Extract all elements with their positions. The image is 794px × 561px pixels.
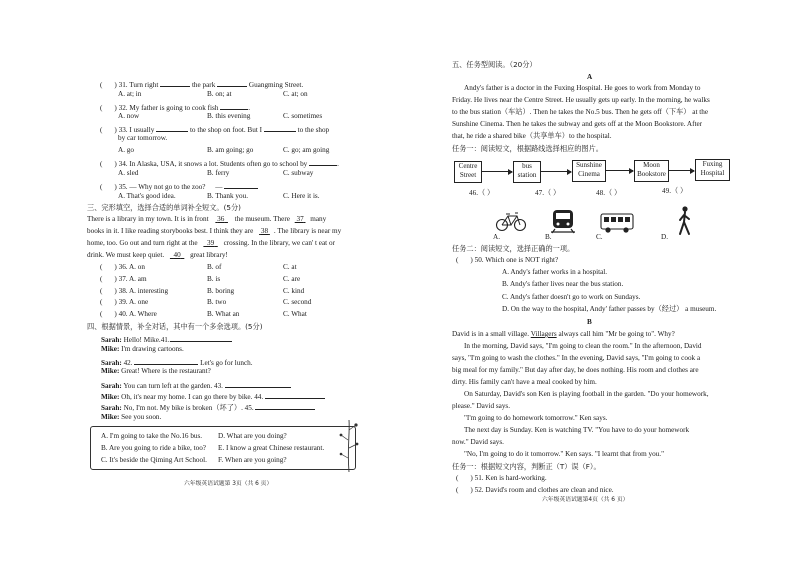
q46: 46.（ ） [469, 189, 495, 197]
route-arrow-icon [605, 170, 633, 171]
q51: ( ) 51. Ken is hard-working. [456, 474, 547, 482]
dialog-line-41: Sarah: Hello! Mike.41. [101, 334, 232, 344]
q52: ( ) 52. David's room and clothes are clean and nice. [456, 486, 614, 494]
passage-a-line: to the bus station（车站）. Then he takes the No.5 bus. Then he gets off（下车） at the [452, 108, 709, 116]
pic-b-label: B. [545, 233, 552, 241]
dialog-option-c: C. It's beside the Qiming Art School. [101, 456, 207, 464]
q37: ( ) 37. A. am [100, 275, 147, 283]
q50: ( ) 50. Which one is NOT right? [456, 256, 559, 264]
right-page [397, 0, 794, 561]
dialog-option-e: E. I know a great Chinese restaurant. [218, 444, 325, 452]
route-box-sunshine-cinema: Sunshine Cinema [572, 160, 606, 182]
q32: ( ) 32. My father is going to cook fish . [100, 104, 251, 112]
q34-option-a: A. sled [118, 169, 139, 177]
walking-person-icon [677, 206, 693, 236]
q39-option-b: B. two [207, 298, 227, 306]
passage-b-line-1: David is in a small village. Villagers always call him "Mr be going to". Why? [452, 330, 675, 338]
dialog-heading: 四、根据情景，补全对话，其中有一个多余选项。(5分) [87, 322, 263, 331]
q47: 47.（ ） [535, 189, 561, 197]
subway-train-icon [549, 208, 577, 234]
passage-b-line: now." David says. [452, 438, 504, 446]
q33-option-a: A. go [118, 146, 134, 154]
passage-b-line: On Saturday, David's son Ken is playing football in the garden. "Do your homework, [464, 390, 709, 398]
route-box-moon-bookstore: Moon Bookstore [634, 160, 669, 182]
dialog-line-43: Sarah: You can turn left at the garden. 43. [101, 380, 291, 390]
q40-option-c: C. What [283, 310, 307, 318]
left-page-footer: 六年级英语试题第 3页（共 6 页） [184, 481, 273, 487]
branch-decoration-icon [336, 418, 362, 474]
passage-b-line: In the morning, David says, "I'm going to clean the room." In the afternoon, David [464, 342, 702, 350]
cloze-line-1: There is a library in my town. It is in front 36 the museum. There 37 many [87, 215, 327, 223]
task-reading-heading: 五、任务型阅读。（20分） [452, 60, 537, 69]
cloze-line-4: drink. We must keep quiet. 40 great library! [87, 251, 228, 259]
q50-option-a: A. Andy's father works in a hospital. [502, 268, 608, 276]
passage-b-line: please." David says. [452, 402, 511, 410]
q39-option-c: C. second [283, 298, 312, 306]
passage-b-line: The next day is Sunday. Ken is watching TV. "You have to do your homework [464, 426, 690, 434]
route-arrow-icon [481, 171, 512, 172]
passage-b-line: "I'm going to do homework tomorrow." Ken says. [464, 414, 608, 422]
q38-option-b: B. boring [207, 287, 235, 295]
passage-a-title: A [587, 73, 593, 81]
passage-b-line: dirty. His family can't have a meal cooked by him. [452, 378, 597, 386]
dialog-line-45: Sarah: No, I'm not. My bike is broken（坏了）. 45. [101, 402, 315, 412]
q48: 48.（ ） [596, 189, 622, 197]
pic-d-label: D. [661, 233, 668, 241]
q32-option-b: B. this evening [207, 112, 251, 120]
task1-instruction: 任务一：阅读短文，根据路线选择相应的图片。 [452, 144, 603, 153]
pic-a-label: A. [493, 233, 500, 241]
dialog-option-f: F. When are you going? [218, 456, 287, 464]
q34-option-b: B. ferry [207, 169, 230, 177]
bike-icon [495, 210, 527, 232]
dialog-line-2: Mike: I'm drawing cartoons. [101, 345, 184, 353]
q50-option-d: D. On the way to the hospital, Andy' father passes by（经过） a museum. [502, 305, 717, 313]
q31-option-b: B. on; at [207, 90, 232, 98]
q31-option-a: A. at; in [118, 90, 142, 98]
dialog-option-a: A. I'm going to take the No.16 bus. [101, 432, 203, 440]
cloze-line-2: books in it. I like reading storybooks best. I think they are 38 . The library is near my [87, 227, 342, 235]
cloze-heading: 三、完形填空，选择合适的单词补全短文。(5分) [87, 203, 241, 212]
q36: ( ) 36. A. on [100, 263, 145, 271]
q32-option-c: C. sometimes [283, 112, 323, 120]
q38-option-c: C. kind [283, 287, 305, 295]
q32-option-a: A. now [118, 112, 140, 120]
passage-a-line: Sunshine Cinema. Then he takes the subway and gets off at the Moon Bookstore. After [452, 120, 703, 128]
q31: ( ) 31. Turn right the park Guangming Street. [100, 81, 304, 89]
q33-continuation: by car tomorrow. [118, 134, 168, 142]
passage-a-line: Friday. He lives near the Centre Street. He usually gets up early. In the morning, he walks [452, 96, 710, 104]
passage-b-line: big meal for my family." But day after day, he does nothing. His room and clothes are [452, 366, 699, 374]
route-box-centre-street: Centre Street [454, 161, 482, 183]
q35: ( ) 35. — Why not go to the zoo? — [100, 181, 258, 191]
q40-option-b: B. What an [207, 310, 240, 318]
dialog-line-8: Mike: See you soon. [101, 413, 162, 421]
dialog-line-44: Mike: Oh, it's near my home. I can go there by bike. 44. [101, 391, 325, 401]
route-arrow-icon [668, 170, 694, 171]
q37-option-c: C. are [283, 275, 301, 283]
q33-option-b: B. am going; go [207, 146, 254, 154]
q33: ( ) 33. I usually to the shop on foot. But I to the shop [100, 126, 330, 134]
dialog-option-b: B. Are you going to ride a bike, too? [101, 444, 206, 452]
passage-a-line: Andy's father is a doctor in the Fuxing Hospital. He goes to work from Monday to [464, 84, 701, 92]
q35-option-a: A. That's good idea. [118, 192, 176, 200]
q31-option-c: C. at; on [283, 90, 308, 98]
bus-icon [600, 212, 634, 234]
q38: ( ) 38. A. interesting [100, 287, 169, 295]
right-page-footer: 六年级英语试题第4页（共 6 页） [542, 497, 629, 503]
cloze-line-3: home, too. Go out and turn right at the 39 crossing. In the library, we can' t eat or [87, 239, 335, 247]
dialog-line-42: Sarah: 42. Let's go for lunch. [101, 359, 253, 367]
q40: ( ) 40. A. Where [100, 310, 157, 318]
q39: ( ) 39. A. one [100, 298, 149, 306]
task2-instruction: 任务二：阅读短文，选择正确的一项。 [452, 244, 575, 253]
q50-option-c: C. Andy's father doesn't go to work on Sundays. [502, 293, 641, 301]
dialog-line-4: Mike: Great! Where is the restaurant? [101, 367, 211, 375]
route-arrow-icon [540, 171, 571, 172]
q36-option-c: C. at [283, 263, 297, 271]
passage-b-line: "No, I'm going to do it tomorrow." Ken says. "I learnt that from you." [464, 450, 665, 458]
passage-a-line: that, he ride a shared bike（共享单车）to the hospital. [452, 132, 612, 140]
q36-option-b: B. of [207, 263, 222, 271]
route-box-fuxing-hospital: Fuxing Hospital [695, 159, 730, 181]
q49: 49.（ ） [662, 187, 688, 195]
q34: ( ) 34. In Alaska, USA, it snows a lot. Students often go to school by . [100, 160, 339, 168]
passage-b-line: says, "I'm going to wash the clothes." In the evening, David says, "I'm going to cook a [452, 354, 701, 362]
q37-option-b: B. is [207, 275, 221, 283]
route-box-bus-station: bus station [513, 161, 541, 183]
task1b-instruction: 任务一：根据短文内容，判断正（T）误（F）。 [452, 462, 601, 471]
q35-option-b: B. Thank you. [207, 192, 248, 200]
q34-option-c: C. subway [283, 169, 314, 177]
dialog-option-d: D. What are you doing? [218, 432, 287, 440]
pic-c-label: C. [596, 233, 603, 241]
q35-option-c: C. Here it is. [283, 192, 320, 200]
q33-option-c: C. go; am going [283, 146, 330, 154]
passage-b-title: B [587, 318, 592, 326]
q50-option-b: B. Andy's father lives near the bus station. [502, 280, 624, 288]
